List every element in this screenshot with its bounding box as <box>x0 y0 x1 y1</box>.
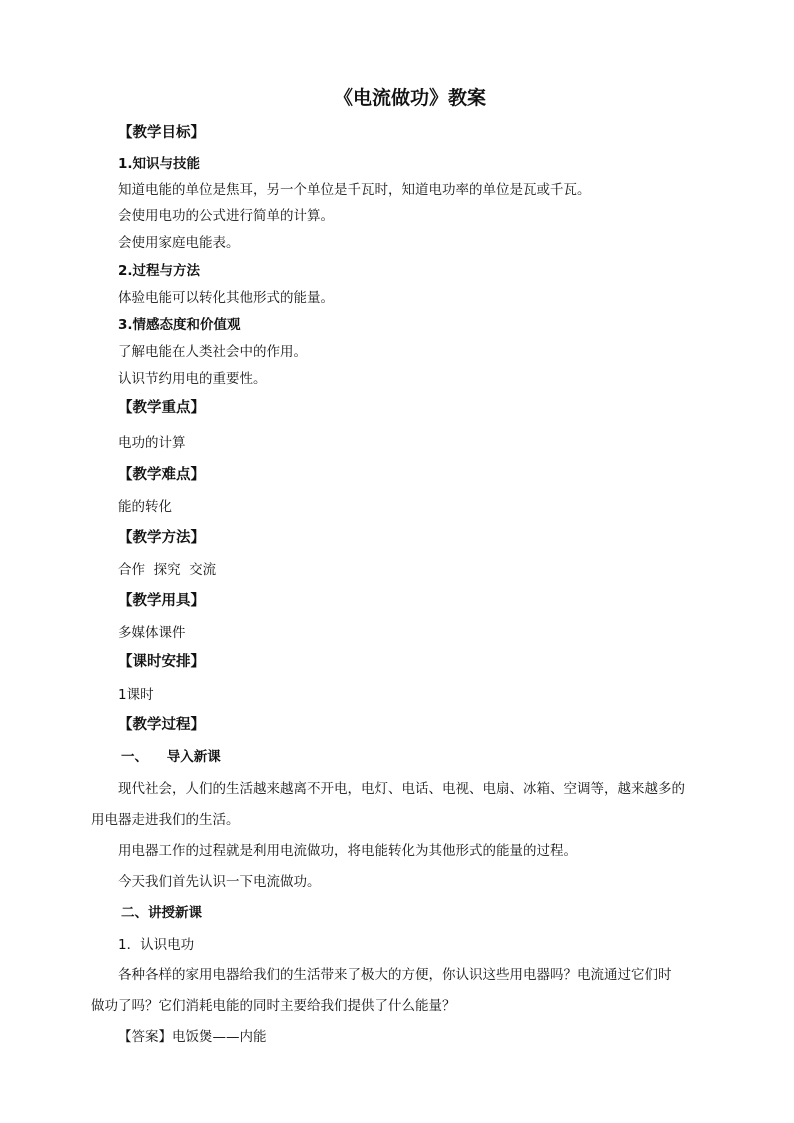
difficulty-heading: 【教学难点】 <box>118 467 205 483</box>
section1-para2: 用电器工作的过程就是利用电流做功，将电能转化为其他形式的能量的过程。 <box>118 843 577 859</box>
goal1-line2: 会使用电功的公式进行简单的计算。 <box>118 208 334 224</box>
goal3-line1: 了解电能在人类社会中的作用。 <box>118 344 307 360</box>
schedule-heading: 【课时安排】 <box>118 654 205 670</box>
keypoint-heading: 【教学重点】 <box>118 400 205 416</box>
goal1-line3: 会使用家庭电能表。 <box>118 235 240 251</box>
goal1-heading: 1.知识与技能 <box>118 156 201 172</box>
goal2-line1: 体验电能可以转化其他形式的能量。 <box>118 290 334 306</box>
page-title: 《电流做功》教案 <box>334 87 487 109</box>
section2-para1-line1: 各种各样的家用电器给我们的生活带来了极大的方便，你认识这些用电器吗？电流通过它们时 <box>118 967 672 983</box>
difficulty-text: 能的转化 <box>118 499 172 515</box>
method-text: 合作 探究 交流 <box>118 562 217 578</box>
section1-heading: 一、 导入新课 <box>121 749 221 765</box>
section2-sub1: 1．认识电功 <box>118 937 195 953</box>
goal2-heading: 2.过程与方法 <box>118 263 201 279</box>
keypoint-text: 电功的计算 <box>118 435 186 451</box>
goal1-line1: 知道电能的单位是焦耳，另一个单位是千瓦时，知道电功率的单位是瓦或千瓦。 <box>118 182 591 198</box>
schedule-text: 1课时 <box>118 687 154 703</box>
tools-text: 多媒体课件 <box>118 625 186 641</box>
goals-heading: 【教学目标】 <box>118 125 205 141</box>
method-heading: 【教学方法】 <box>118 530 205 546</box>
section1-para1-line1: 现代社会，人们的生活越来越离不开电，电灯、电话、电视、电扇、冰箱、空调等，越来越多的 <box>118 781 685 797</box>
answer-line: 【答案】电饭煲——内能 <box>118 1029 267 1045</box>
goal3-heading: 3.情感态度和价值观 <box>118 317 241 333</box>
section2-heading: 二、讲授新课 <box>121 905 202 921</box>
section2-para1-line2: 做功了吗？它们消耗电能的同时主要给我们提供了什么能量？ <box>91 998 456 1014</box>
section1-para3: 今天我们首先认识一下电流做功。 <box>118 874 321 890</box>
section1-para1-line2: 用电器走进我们的生活。 <box>91 812 240 828</box>
goal3-line2: 认识节约用电的重要性。 <box>118 371 267 387</box>
tools-heading: 【教学用具】 <box>118 593 205 609</box>
process-heading: 【教学过程】 <box>118 717 205 733</box>
